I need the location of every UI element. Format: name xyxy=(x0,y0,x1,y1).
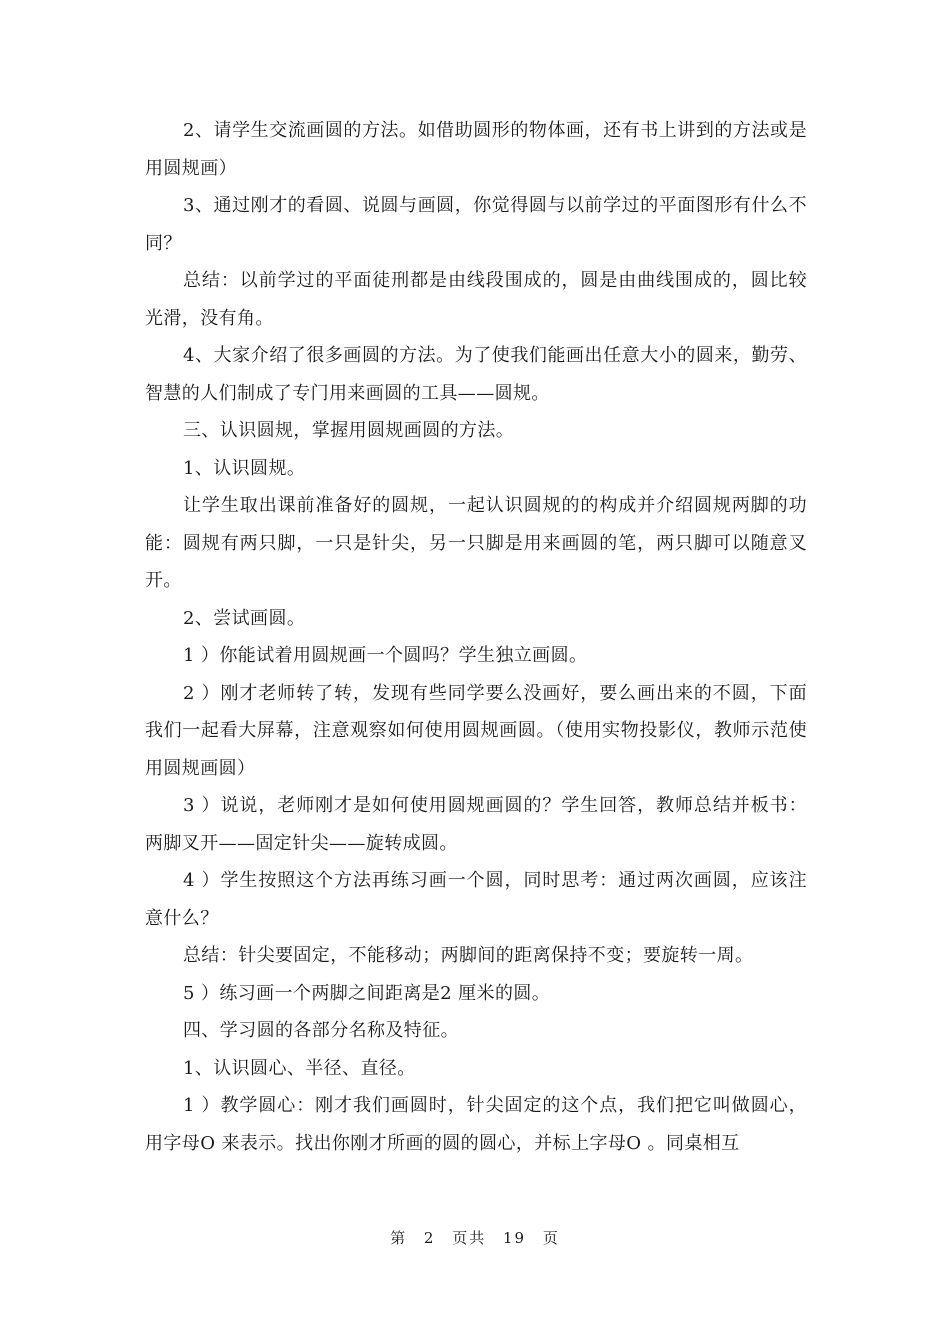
footer-suffix: 页 xyxy=(542,1229,560,1247)
paragraph: 1、认识圆心、半径、直径。 xyxy=(183,1057,416,1079)
paragraph: 总结：以前学过的平面徒刑都是由线段围成的，圆是由曲线围成的，圆比较光滑，没有角。 xyxy=(145,270,807,329)
paragraph: 2 ）刚才老师转了转，发现有些同学要么没画好，要么画出来的不圆，下面我们一起看大屏幕，注意观察如何使用圆规画圆。（使用实物投影仪，教师示范使用圆规画圆） xyxy=(145,682,807,779)
section-heading: 三、认识圆规，掌握用圆规画圆的方法。 xyxy=(183,420,515,441)
paragraph: 2、请学生交流画圆的方法。如借助圆形的物体画，还有书上讲到的方法或是用圆规画） xyxy=(145,120,807,179)
paragraph: 1、认识圆规。 xyxy=(183,457,306,479)
footer-prefix: 第 xyxy=(390,1229,408,1247)
paragraph: 4、大家介绍了很多画圆的方法。为了使我们能画出任意大小的圆来，勤劳、智慧的人们制成了专门用来画圆的工具——圆规。 xyxy=(145,345,807,404)
current-page-number: 2 xyxy=(423,1229,436,1247)
document-body xyxy=(145,112,807,1162)
paragraph: 4 ）学生按照这个方法再练习画一个圆，同时思考：通过两次画圆，应该注意什么？ xyxy=(145,870,807,929)
paragraph: 2、尝试画圆。 xyxy=(183,607,306,629)
paragraph: 1 ）教学圆心：刚才我们画圆时，针尖固定的这个点，我们把它叫做圆心，用字母O 来表示。找出你刚才所画的圆的圆心，并标上字母O 。同桌相互 xyxy=(145,1095,807,1154)
paragraph: 让学生取出课前准备好的圆规，一起认识圆规的的构成并介绍圆规两脚的功能：圆规有两只脚，一只是针尖，另一只脚是用来画圆的笔，两只脚可以随意叉开。 xyxy=(145,495,807,591)
paragraph: 5 ）练习画一个两脚之间距离是2 厘米的圆。 xyxy=(183,982,551,1004)
paragraph: 1 ）你能试着用圆规画一个圆吗？学生独立画圆。 xyxy=(183,645,588,666)
page-footer xyxy=(0,1227,950,1248)
section-heading: 四、学习圆的各部分名称及特征。 xyxy=(183,1020,459,1041)
paragraph: 3、通过刚才的看圆、说圆与画圆，你觉得圆与以前学过的平面图形有什么不同？ xyxy=(145,195,807,254)
paragraph: 3 ）说说，老师刚才是如何使用圆规画圆的？学生回答，教师总结并板书：两脚叉开——固定针尖——旋转成圆。 xyxy=(145,795,807,854)
total-pages-number: 19 xyxy=(503,1229,527,1247)
footer-middle: 页共 xyxy=(452,1229,487,1247)
paragraph: 总结：针尖要固定，不能移动；两脚间的距离保持不变；要旋转一周。 xyxy=(183,945,754,966)
